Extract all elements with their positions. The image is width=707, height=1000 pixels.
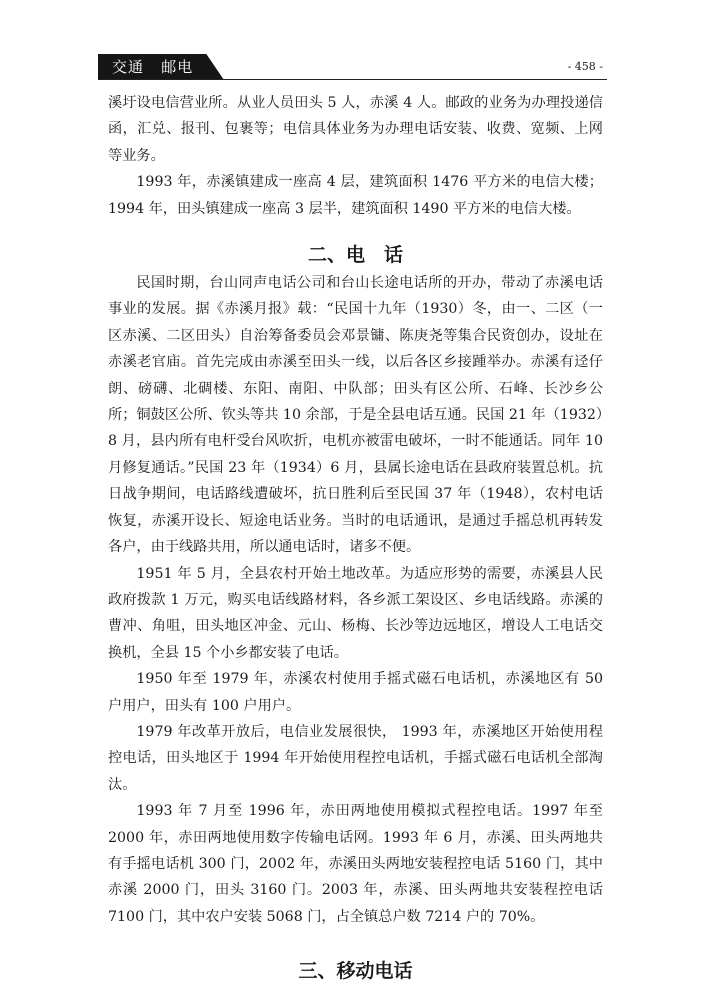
paragraph-magneto-phones: 1950 年至 1979 年，赤溪农村使用手摇式磁石电话机，赤溪地区有 50 户用户，田头有 100 户用户。 xyxy=(108,671,603,714)
paragraph-telecom-buildings: 1993 年，赤溪镇建成一座高 4 层，建筑面积 1476 平方米的电信大楼； 1994 年，田头镇建成一座高 3 层半，建筑面积 1490 平方米的电信大楼。 xyxy=(108,174,603,217)
page-body xyxy=(108,90,603,984)
running-header xyxy=(0,54,707,80)
page-number: - 458 - xyxy=(567,60,603,73)
paragraph-continued: 溪圩设电信营业所。从业人员田头 5 人，赤溪 4 人。邮政的业务为办理投递信函，汇兑、报刊、包裹等；电信具体业务为办理电话安装、收费、宽频、上网等业务。 xyxy=(108,95,603,164)
section-heading-telephone: 二、电 话 xyxy=(307,244,403,267)
header-rule xyxy=(98,79,607,80)
paragraph-land-reform: 1951 年 5 月，全县农村开始土地改革。为适应形势的需要，赤溪县人民政府拨款 1 万元，购买电话线路材料，各乡派工架设区、乡电话线路。赤溪的曹冲、角咀，田头地区冲金、元山、杨梅、长沙等边远地区，增设人工电话交换机，全县 15 个小乡都安装了电话。 xyxy=(108,565,603,661)
header-section-title: 交通 邮电 xyxy=(112,58,194,76)
section-heading-mobile: 三、移动电话 xyxy=(298,960,413,983)
paragraph-program-controlled: 1993 年 7 月至 1996 年，赤田两地使用模拟式程控电话。1997 年至 2000 年，赤田两地使用数字传输电话网。1993 年 6 月，赤溪、田头两地共有手摇电话机 300 门，2002 年，赤溪田头两地安装程控电话 5160 门，其中赤溪 2000 门，田头 3160 门。2003 年，赤溪、田头两地共安装程控电话 7100 门，其中农户安装 5068 门，占全镇总户数 7214 户的 70%。 xyxy=(108,803,603,925)
paragraph-republic-era: 民国时期，台山同声电话公司和台山长途电话所的开办，带动了赤溪电话事业的发展。据《赤溪月报》载：“民国十九年（1930）冬，由一、二区（一区赤溪、二区田头）自治筹备委员会邓景镛、陈庚尧等集合民资创办，设址在赤溪老官庙。首先完成由赤溪至田头一线，以后各区乡接踵举办。赤溪有迳仔朗、磅礴、北碉楼、东阳、南阳、中队部；田头有区公所、石峰、长沙乡公所；铜鼓区公所、钦头等共 10 余部，于是全县电话互通。民国 21 年（1932）8 月，县内所有电杆受台风吹折，电机亦被雷电破坏，一时不能通话。同年 10 月修复通话。”民国 23 年（1934）6 月，县属长途电话在县政府装置总机。抗日战争期间，电话路线遭破坏，抗日胜利后至民国 37 年（1948），农村电话恢复，赤溪开设长、短途电话业务。当时的电话通讯，是通过手摇总机再转发各户，由于线路共用，所以通电话时，诸多不便。 xyxy=(108,275,603,556)
paragraph-reform-opening: 1979 年改革开放后，电信业发展很快， 1993 年，赤溪地区开始使用程控电话，田头地区于 1994 年开始使用程控电话机，手摇式磁石电话机全部淘汰。 xyxy=(108,723,603,793)
